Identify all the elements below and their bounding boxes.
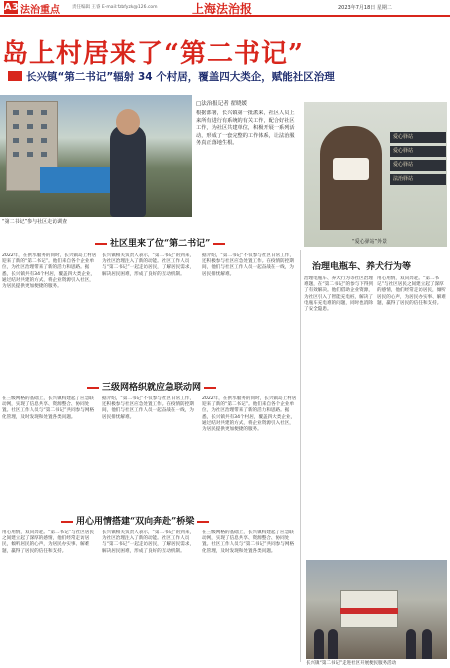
person-figure: [406, 629, 416, 659]
person-head: [116, 109, 140, 135]
news-photo-community-visit: [0, 95, 192, 217]
booth-logo-icon: [333, 158, 369, 180]
section-heading-2: [84, 380, 219, 393]
body-column: 在三级网格的基础上，长兴镇构建起了应急联动网，实现了信息共享、资源整合、协同处置。社区工作人员与“第二书记”共同参与网格化管理，及时发现和处置各类问题。: [2, 396, 95, 420]
section-heading-text: 用心用情搭建“双向奔赴”桥梁: [76, 517, 195, 527]
lead-paragraph: 根据部署，长兴镇第一批派来，社区人员上来所有进行有系统的有关工作，配合好社区工作，为社区共建单位，积极开展一系列活动，形成了一套完整的工作体系，让法治服务真正落地生根。: [196, 110, 295, 147]
body-column: 2022年，在供水服务的同时，长兴镇岛上村居迎来了新的“第二书记”。他们来自各个企业单位，为社区治理带来了新的活力和思路。据悉，长兴镇共有34个村居，覆盖四大类企业，通过结对共建的方式，将企业资源引入社区，为居民提供更加便捷的服务。: [202, 396, 297, 433]
body-column: 据介绍，“第二书记”不仅参与社区日常工作，还积极参与社区应急处置工作。在疫情防控期间，他们与社区工作人员一起奋战在一线，为居民排忧解难。: [202, 253, 295, 277]
subhead-marker: [8, 71, 22, 81]
section-heading-text: 社区里来了位“第二书记”: [110, 239, 211, 249]
person-figure: [314, 629, 324, 659]
body-column: 据介绍，“第二书记”不仅参与社区日常工作，还积极参与社区应急处置工作。在疫情防控期间，他们与社区工作人员一起奋战在一线，为居民排忧解难。: [102, 396, 195, 420]
ornament-left: [95, 243, 107, 245]
body-column: 2022年，在供水服务的同时，长兴镇岛上村居迎来了新的“第二书记”。他们来自各个企业单位，为社区治理带来了新的活力和思路。据悉，长兴镇共有34个村居，覆盖四大类企业，通过结对共建的方式，将企业资源引入社区，为居民提供更加便捷的服务。: [2, 253, 97, 290]
ornament-right: [213, 243, 225, 245]
photo3-caption: 长兴镇“第二书记”走进社区开展便民服务活动: [306, 661, 397, 666]
page-number: A3: [4, 2, 19, 13]
station-sign: 爱心驿站: [390, 132, 446, 143]
body-column: 用心用情，双向奔赴。“第二书记”与社区居民之间建立起了深厚的感情，他们经常走访居民，倾听居民的心声，为居民办实事、解难题，赢得了居民的信任和支持。: [377, 276, 446, 306]
column-divider: [300, 250, 301, 662]
body-column: 长兴镇相关负责人表示，“第二书记”的到来，为社区治理注入了新的动能。社区工作人员与“第二书记”一起走访居民，了解居民需求，解决居民困难，形成了良好的互动机制。: [102, 530, 195, 554]
station-sign: 爱心驿站: [390, 146, 446, 157]
ornament-left: [61, 521, 73, 523]
station-sign-list: [390, 132, 446, 188]
news-photo-service-event: [306, 560, 447, 659]
station-sign: 爱心驿站: [390, 160, 446, 171]
ornament-left: [87, 387, 99, 389]
byline: □法治报记者 翟晓媛: [196, 101, 247, 107]
issue-date: 2023年7月18日 星期二: [338, 5, 392, 11]
body-column: 治理电瓶车、养犬行为等社区治理难题，在“第二书记”的参与下得到了有效解决。他们借助企业资源，为社区引入了智能充电桩，解决了电瓶车充电难的问题，同时也消除了安全隐患。: [304, 276, 374, 313]
section-title: 法治重点: [20, 5, 60, 16]
vehicle-stripe: [340, 608, 398, 614]
body-column: 用心用情，双向奔赴。“第二书记”与社区居民之间建立起了深厚的感情，他们经常走访居民，倾听居民的心声，为居民办实事、解难题，赢得了居民的信任和支持。: [2, 530, 95, 554]
body-column: 在三级网格的基础上，长兴镇构建起了应急联动网，实现了信息共享、资源整合、协同处置。社区工作人员与“第二书记”共同参与网格化管理，及时发现和处置各类问题。: [202, 530, 295, 554]
station-sign: 法治驿站: [390, 174, 446, 185]
ornament-right: [197, 521, 209, 523]
ornament-right: [204, 387, 216, 389]
masthead: 上海法治报: [192, 2, 253, 16]
photo2-caption: “爱心驿站”外景: [352, 239, 388, 245]
photo1-caption: “第二书记”参与社区走访调查: [2, 219, 68, 225]
editor-line: 责任编辑 王睿 E-mail:fzbfyzk@126.com: [72, 5, 158, 10]
person-figure: [422, 629, 432, 659]
section-heading-text: 三级网格织就应急联动网: [102, 383, 202, 393]
section-heading-4: 治理电瓶车、养犬行为等: [312, 262, 412, 272]
page-header: [0, 0, 450, 17]
section-heading-3: [58, 514, 212, 527]
main-headline: 岛上村居来了“第二书记”: [2, 39, 304, 69]
person-figure: [328, 629, 338, 659]
sub-headline: 长兴镇“第二书记”辐射 34 个村居，覆盖四大类企，赋能社区治理: [26, 71, 335, 83]
section-heading-1: [92, 236, 228, 249]
body-column: 长兴镇相关负责人表示，“第二书记”的到来，为社区治理注入了新的动能。社区工作人员与“第二书记”一起走访居民，了解居民需求，解决居民困难，形成了良好的互动机制。: [102, 253, 195, 277]
person-figure: [110, 125, 146, 217]
news-photo-station: [303, 102, 447, 247]
